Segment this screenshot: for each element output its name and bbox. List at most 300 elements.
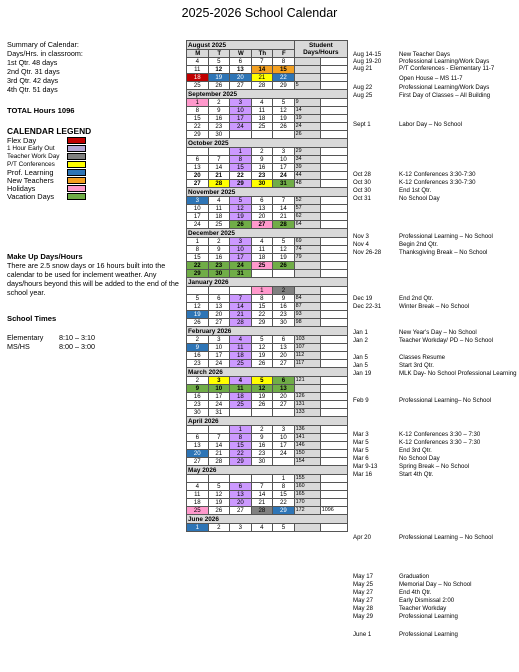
- event-date: May 27: [353, 589, 373, 596]
- calendar-day: 10: [187, 205, 209, 213]
- event-date: Oct 31: [353, 195, 371, 202]
- student-days-total: 87: [294, 303, 320, 311]
- student-hours-total: [320, 164, 347, 172]
- week-row: [187, 295, 348, 303]
- student-days-total: [294, 262, 320, 270]
- event-text: Memorial Day – No School: [399, 581, 472, 588]
- student-hours-total: [320, 352, 347, 360]
- event-item: [353, 632, 519, 638]
- student-hours-total: [320, 180, 347, 188]
- event-date: Mar 3: [353, 431, 369, 438]
- legend-label: Holidays: [7, 183, 36, 193]
- calendar-day: 1: [187, 524, 209, 532]
- event-text: Professional Learning/Work Days: [399, 84, 490, 91]
- student-hours-total: [320, 393, 347, 401]
- school-time-row: [7, 333, 182, 342]
- student-days-total: 126: [294, 393, 320, 401]
- student-days-total: 136: [294, 426, 320, 434]
- student-days-header: Student Days/Hours: [294, 41, 347, 58]
- calendar-day: 25: [187, 507, 209, 515]
- calendar-day: 26: [251, 401, 273, 409]
- calendar-day: 14: [251, 491, 273, 499]
- event-date: May 17: [353, 573, 373, 580]
- calendar-day: 2: [208, 99, 230, 107]
- calendar-day: 23: [273, 311, 295, 319]
- student-hours-total: [320, 491, 347, 499]
- event-item: [353, 172, 519, 178]
- week-row: [187, 336, 348, 344]
- calendar-day: 5: [208, 483, 230, 491]
- calendar-day: 17: [187, 213, 209, 221]
- calendar-day: 4: [187, 483, 209, 491]
- calendar-day: 8: [273, 58, 295, 66]
- calendar-day: 20: [187, 172, 209, 180]
- calendar-day: 24: [208, 360, 230, 368]
- student-hours-total: [320, 287, 347, 295]
- event-date: May 25: [353, 581, 373, 588]
- calendar-day: [230, 409, 252, 417]
- student-hours-total: [320, 360, 347, 368]
- event-item: [353, 188, 519, 194]
- summary-block: [7, 40, 182, 94]
- school-time-row: [7, 342, 182, 351]
- legend-title: CALENDAR LEGEND: [7, 126, 92, 136]
- calendar-day: 17: [208, 393, 230, 401]
- calendar-day: 15: [273, 66, 295, 74]
- calendar-day: 12: [273, 246, 295, 254]
- calendar-day: [273, 458, 295, 466]
- calendar-day: 31: [273, 180, 295, 188]
- student-days-total: [294, 74, 320, 82]
- student-days-total: 170: [294, 499, 320, 507]
- week-row: [187, 82, 348, 90]
- calendar-day: 15: [230, 164, 252, 172]
- calendar-day: 20: [273, 393, 295, 401]
- calendar-day: [208, 475, 230, 483]
- calendar-day: [187, 426, 209, 434]
- event-item: [353, 456, 519, 462]
- student-hours-total: [320, 442, 347, 450]
- event-date: Jan 1: [353, 329, 368, 336]
- event-date: Jan 5: [353, 362, 368, 369]
- student-days-total: [294, 58, 320, 66]
- legend-label: New Teachers: [7, 175, 54, 185]
- calendar-day: 12: [208, 491, 230, 499]
- event-date: Nov 4: [353, 241, 369, 248]
- calendar-day: 18: [251, 115, 273, 123]
- student-days-total: 26: [294, 131, 320, 139]
- event-date: Oct 30: [353, 179, 371, 186]
- event-text: New Year's Day – No School: [399, 329, 477, 336]
- student-days-total: 98: [294, 319, 320, 327]
- calendar-day: 25: [251, 262, 273, 270]
- calendar-day: 14: [273, 205, 295, 213]
- event-item: [353, 122, 519, 128]
- student-hours-total: [320, 254, 347, 262]
- calendar-day: 29: [273, 507, 295, 515]
- calendar-day: 17: [273, 164, 295, 172]
- event-text: End 2nd Qtr.: [399, 295, 434, 302]
- calendar-day: 11: [187, 66, 209, 74]
- event-item: [353, 432, 519, 438]
- calendar-day: 27: [230, 82, 252, 90]
- event-item: [353, 448, 519, 454]
- calendar-day: 23: [187, 401, 209, 409]
- student-days-total: 64: [294, 221, 320, 229]
- calendar-day: 24: [187, 221, 209, 229]
- calendar-day: 5: [251, 336, 273, 344]
- event-date: Aug 25: [353, 92, 373, 99]
- month-header: February 2026: [187, 327, 348, 336]
- legend-swatch: [67, 145, 86, 152]
- week-row: [187, 344, 348, 352]
- calendar-day: 19: [230, 213, 252, 221]
- event-item: [353, 598, 519, 604]
- student-hours-total: [320, 238, 347, 246]
- summary-line: 4th Qtr. 51 days: [7, 85, 58, 94]
- calendar-day: 22: [273, 499, 295, 507]
- calendar-day: 3: [230, 99, 252, 107]
- event-date: May 28: [353, 605, 373, 612]
- student-hours-total: [320, 58, 347, 66]
- event-text: Thanksgiving Break – No School: [399, 249, 488, 256]
- month-header: March 2026: [187, 368, 348, 377]
- event-item: [353, 398, 519, 404]
- calendar-day: 30: [251, 458, 273, 466]
- event-date: May 29: [353, 613, 373, 620]
- school-time-name: Elementary: [7, 333, 44, 342]
- calendar-day: 21: [273, 213, 295, 221]
- event-item: [353, 472, 519, 478]
- calendar-day: [208, 148, 230, 156]
- student-days-total: 84: [294, 295, 320, 303]
- week-row: [187, 107, 348, 115]
- week-row: [187, 524, 348, 532]
- calendar-day: 2: [208, 524, 230, 532]
- calendar-day: 31: [230, 270, 252, 278]
- event-text: Professional Learning – No School: [399, 233, 493, 240]
- week-row: [187, 377, 348, 385]
- student-days-total: 150: [294, 450, 320, 458]
- event-item: [353, 464, 519, 470]
- week-row: [187, 475, 348, 483]
- calendar-day: [273, 409, 295, 417]
- event-item: [353, 355, 519, 361]
- week-row: [187, 254, 348, 262]
- calendar-day: 23: [251, 450, 273, 458]
- event-item: [353, 180, 519, 186]
- calendar-day: 25: [230, 360, 252, 368]
- week-row: [187, 287, 348, 295]
- event-text: Early Dismissal 2:00: [399, 597, 455, 604]
- week-row: [187, 393, 348, 401]
- calendar-day: 15: [187, 115, 209, 123]
- student-hours-total: [320, 270, 347, 278]
- week-row: [187, 360, 348, 368]
- calendar-day: 19: [208, 74, 230, 82]
- calendar-day: 16: [208, 115, 230, 123]
- calendar-day: 27: [251, 221, 273, 229]
- calendar-day: 15: [230, 442, 252, 450]
- month-header: September 2025: [187, 90, 348, 99]
- calendar-day: 1: [273, 475, 295, 483]
- calendar-day: 13: [273, 385, 295, 393]
- calendar-day: 18: [230, 393, 252, 401]
- week-row: [187, 499, 348, 507]
- week-row: [187, 180, 348, 188]
- event-date: Oct 28: [353, 171, 371, 178]
- calendar-day: 3: [230, 524, 252, 532]
- legend-swatch: [67, 185, 86, 192]
- event-text: Start 3rd Qtr.: [399, 362, 434, 369]
- calendar-day: 18: [251, 254, 273, 262]
- student-days-total: 93: [294, 311, 320, 319]
- event-item: [353, 338, 519, 344]
- calendar-day: 23: [208, 262, 230, 270]
- calendar-day: 8: [251, 295, 273, 303]
- calendar-day: 12: [251, 344, 273, 352]
- student-days-total: 172: [294, 507, 320, 515]
- calendar-day: 6: [230, 483, 252, 491]
- event-date: Mar 5: [353, 447, 369, 454]
- event-text: Winter Break – No School: [399, 303, 470, 310]
- calendar-day: 5: [230, 197, 252, 205]
- student-hours-total: [320, 66, 347, 74]
- calendar-day: 27: [273, 401, 295, 409]
- student-days-total: 74: [294, 246, 320, 254]
- calendar-day: 2: [187, 377, 209, 385]
- calendar-day: 8: [187, 107, 209, 115]
- event-text: Professional Learning/Work Days: [399, 58, 490, 65]
- calendar-day: 20: [230, 499, 252, 507]
- event-date: Mar 5: [353, 439, 369, 446]
- event-date: Dec 22-31: [353, 303, 382, 310]
- event-text: K-12 Conferences 3:30 – 7:30: [399, 431, 481, 438]
- student-hours-total: [320, 205, 347, 213]
- calendar-day: 31: [208, 409, 230, 417]
- event-text: New Teacher Days: [399, 51, 451, 58]
- calendar-day: 26: [208, 507, 230, 515]
- month-header: May 2026: [187, 466, 348, 475]
- calendar-day: 19: [187, 311, 209, 319]
- week-row: [187, 458, 348, 466]
- week-row: [187, 74, 348, 82]
- calendar-day: 14: [208, 164, 230, 172]
- week-row: [187, 434, 348, 442]
- week-row: [187, 238, 348, 246]
- student-days-total: 44: [294, 172, 320, 180]
- event-date: Aug 21: [353, 65, 373, 72]
- calendar-day: [273, 270, 295, 278]
- student-days-total: 107: [294, 344, 320, 352]
- page-title: 2025-2026 School Calendar: [181, 6, 338, 20]
- calendar-day: 18: [208, 213, 230, 221]
- school-time-value: 8:10 – 3:10: [59, 333, 95, 342]
- calendar-day: 1: [251, 287, 273, 295]
- calendar-day: 20: [187, 450, 209, 458]
- student-hours-total: [320, 450, 347, 458]
- week-row: [187, 58, 348, 66]
- student-hours-total: [320, 426, 347, 434]
- student-days-total: 69: [294, 238, 320, 246]
- calendar-day: 7: [273, 197, 295, 205]
- calendar-day: 10: [273, 434, 295, 442]
- student-hours-total: [320, 475, 347, 483]
- student-days-total: 160: [294, 483, 320, 491]
- calendar-day: [187, 475, 209, 483]
- calendar-day: 16: [251, 164, 273, 172]
- student-days-total: 48: [294, 180, 320, 188]
- student-hours-total: [320, 434, 347, 442]
- day-header: M: [187, 50, 209, 58]
- student-hours-total: 1096: [320, 507, 347, 515]
- student-days-total: 117: [294, 360, 320, 368]
- student-days-total: 57: [294, 205, 320, 213]
- student-days-total: 79: [294, 254, 320, 262]
- calendar-day: 13: [251, 205, 273, 213]
- month-header: October 2025: [187, 139, 348, 148]
- event-text: Labor Day – No School: [399, 121, 463, 128]
- week-row: [187, 270, 348, 278]
- calendar-day: 4: [208, 197, 230, 205]
- calendar-day: [273, 131, 295, 139]
- calendar-day: 19: [251, 352, 273, 360]
- week-row: [187, 172, 348, 180]
- student-hours-total: [320, 524, 347, 532]
- calendar-day: 30: [251, 180, 273, 188]
- week-row: [187, 221, 348, 229]
- event-item: [353, 76, 519, 82]
- calendar-day: 10: [230, 246, 252, 254]
- week-row: [187, 205, 348, 213]
- event-date: Mar 16: [353, 471, 372, 478]
- left-panel: [7, 40, 182, 351]
- week-row: [187, 131, 348, 139]
- calendar-day: 30: [273, 319, 295, 327]
- calendar-day: 4: [251, 524, 273, 532]
- student-hours-total: [320, 115, 347, 123]
- calendar-day: 29: [187, 131, 209, 139]
- student-hours-total: [320, 458, 347, 466]
- month-header: November 2025: [187, 188, 348, 197]
- calendar-day: 6: [273, 336, 295, 344]
- legend-swatch: [67, 169, 86, 176]
- calendar-day: 18: [187, 499, 209, 507]
- student-hours-total: [320, 385, 347, 393]
- calendar-day: 12: [230, 205, 252, 213]
- student-hours-total: [320, 377, 347, 385]
- student-days-total: [294, 270, 320, 278]
- student-hours-total: [320, 221, 347, 229]
- calendar-day: 27: [187, 180, 209, 188]
- event-date: Aug 14-15: [353, 51, 382, 58]
- calendar-day: 15: [273, 491, 295, 499]
- calendar-day: 26: [251, 360, 273, 368]
- week-row: [187, 507, 348, 515]
- calendar-day: 19: [208, 499, 230, 507]
- calendar-day: 4: [230, 377, 252, 385]
- student-hours-total: [320, 409, 347, 417]
- calendar-day: 8: [230, 156, 252, 164]
- calendar-day: 14: [208, 442, 230, 450]
- day-header: T: [208, 50, 230, 58]
- calendar-day: 7: [208, 434, 230, 442]
- calendar-day: 17: [230, 115, 252, 123]
- day-header: Th: [251, 50, 273, 58]
- legend-label: Flex Day: [7, 135, 37, 145]
- calendar-day: 2: [273, 287, 295, 295]
- legend-label: Teacher Work Day: [7, 152, 60, 160]
- calendar-day: 11: [230, 385, 252, 393]
- week-row: [187, 426, 348, 434]
- week-row: [187, 148, 348, 156]
- event-date: Apr 20: [353, 534, 371, 541]
- calendar-day: 13: [187, 442, 209, 450]
- legend-label: Vacation Days: [7, 191, 55, 201]
- calendar-day: 3: [273, 426, 295, 434]
- week-row: [187, 450, 348, 458]
- calendar-day: 17: [208, 352, 230, 360]
- calendar-day: 13: [273, 344, 295, 352]
- event-text: Open House – MS 11-7: [399, 75, 463, 82]
- calendar-day: 10: [208, 385, 230, 393]
- calendar-day: 29: [187, 270, 209, 278]
- calendar-day: 25: [251, 123, 273, 131]
- calendar-day: 21: [251, 74, 273, 82]
- student-hours-total: [320, 74, 347, 82]
- calendar-day: 12: [187, 303, 209, 311]
- event-item: [353, 614, 519, 620]
- calendar-day: 20: [251, 213, 273, 221]
- calendar-day: 22: [187, 262, 209, 270]
- student-days-total: 121: [294, 377, 320, 385]
- event-date: Mar 6: [353, 455, 369, 462]
- student-days-total: 62: [294, 213, 320, 221]
- event-text: Classes Resume: [399, 354, 446, 361]
- week-row: [187, 99, 348, 107]
- week-row: [187, 123, 348, 131]
- week-row: [187, 409, 348, 417]
- calendar-day: 21: [208, 172, 230, 180]
- calendar-day: 23: [208, 123, 230, 131]
- calendar-day: 28: [208, 180, 230, 188]
- student-days-total: 52: [294, 197, 320, 205]
- student-days-total: [294, 66, 320, 74]
- makeup-title: Make Up Days/Hours: [7, 252, 83, 261]
- calendar-day: 2: [208, 238, 230, 246]
- student-hours-total: [320, 123, 347, 131]
- week-row: [187, 262, 348, 270]
- calendar-day: [208, 426, 230, 434]
- event-item: [353, 440, 519, 446]
- calendar-day: 17: [273, 442, 295, 450]
- event-item: [353, 590, 519, 596]
- week-row: [187, 491, 348, 499]
- event-text: K-12 Conferences 3:30-7:30: [399, 179, 476, 186]
- event-date: Mar 9-13: [353, 463, 378, 470]
- event-text: End 4th Qtr.: [399, 589, 432, 596]
- calendar-day: 6: [187, 434, 209, 442]
- event-text: End 3rd Qtr.: [399, 447, 432, 454]
- calendar-day: 30: [208, 270, 230, 278]
- calendar-day: 9: [273, 295, 295, 303]
- calendar-table: [186, 40, 348, 532]
- calendar-day: 5: [273, 524, 295, 532]
- week-row: [187, 442, 348, 450]
- event-date: Jan 19: [353, 370, 372, 377]
- event-date: May 27: [353, 597, 373, 604]
- calendar-day: 6: [187, 156, 209, 164]
